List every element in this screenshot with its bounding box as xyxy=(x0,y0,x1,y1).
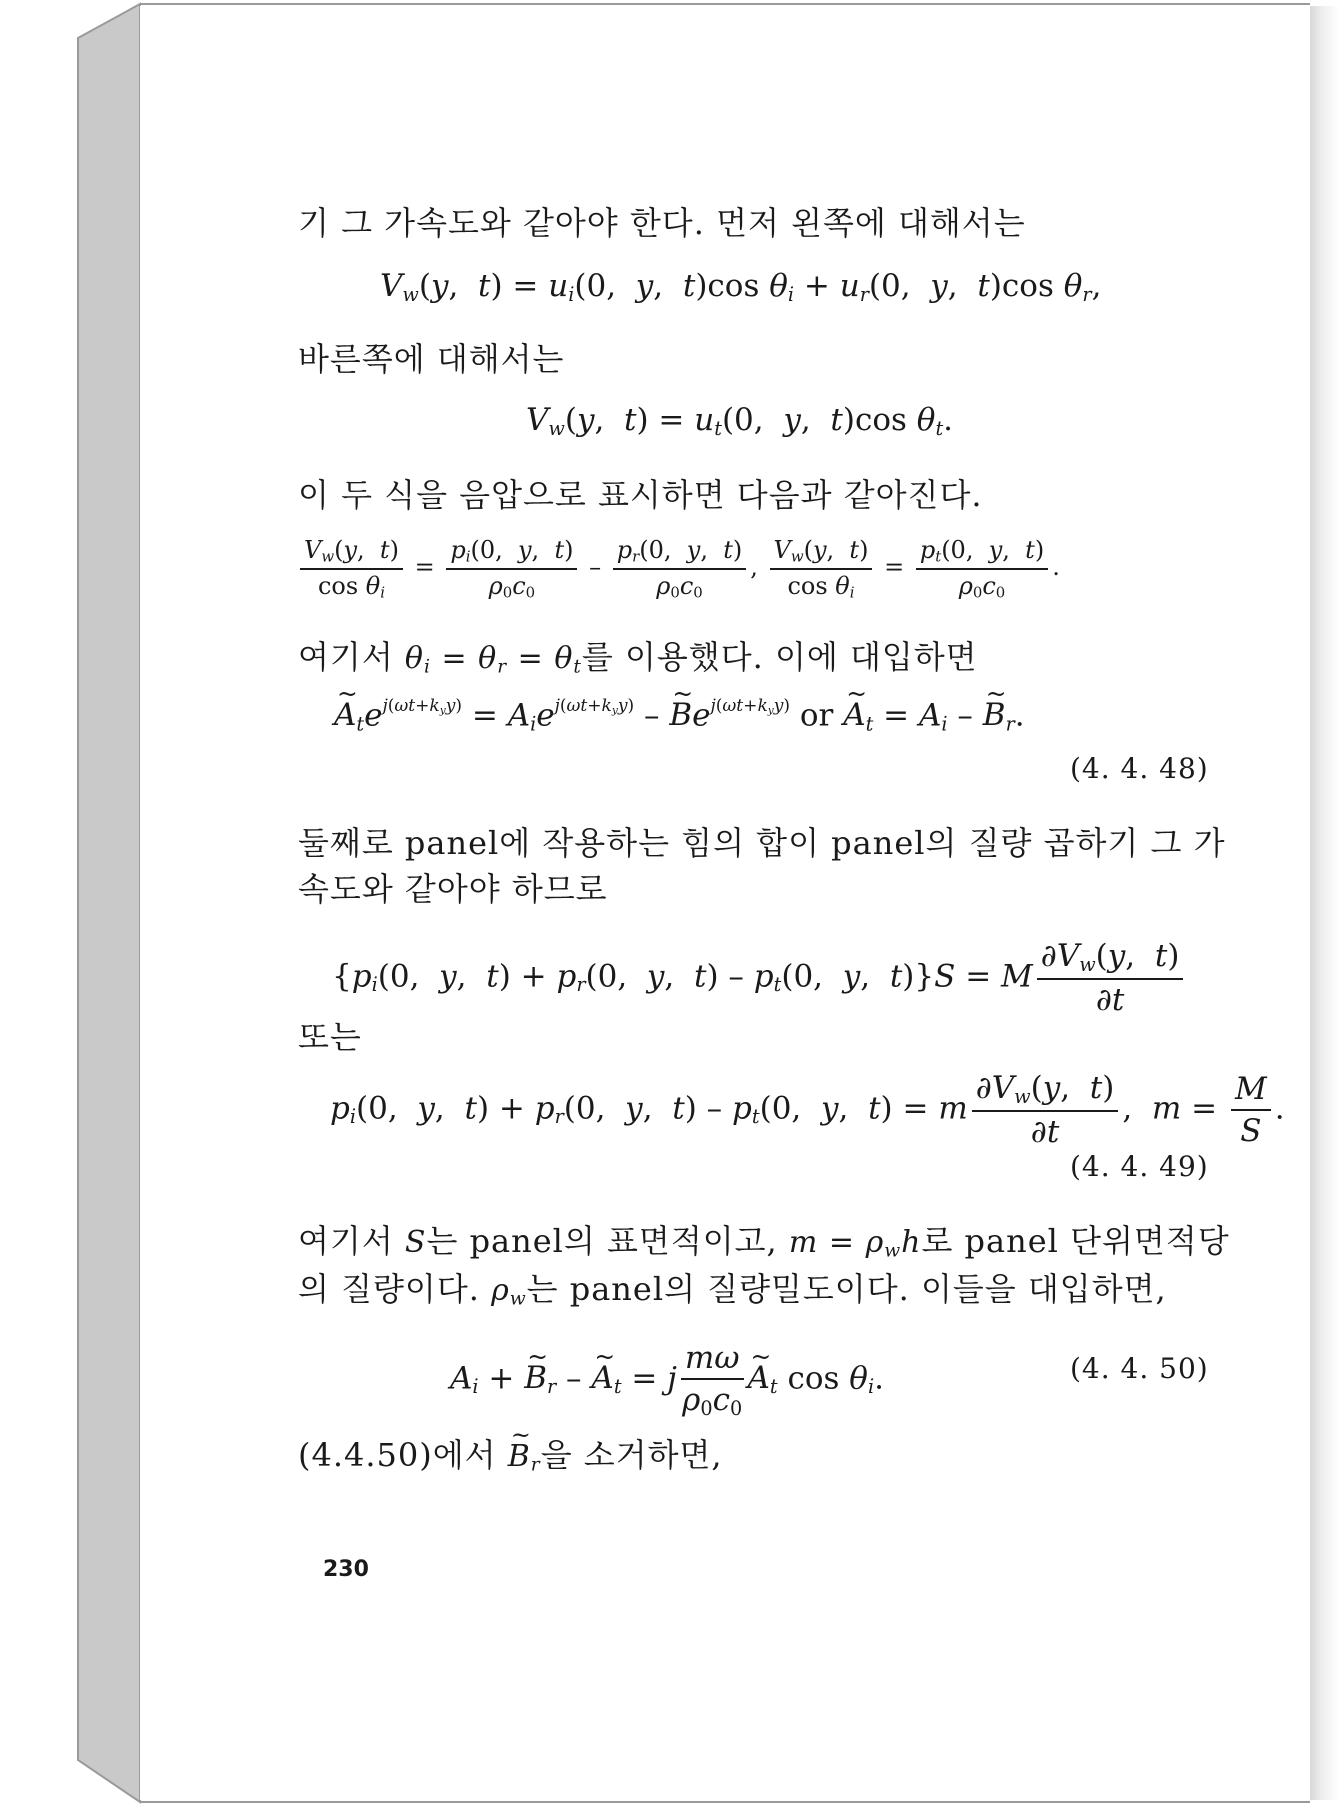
page-number: 230 xyxy=(323,1557,369,1582)
equation-amplitude-relation: ~ $A_te^{j(\omega t+k_yy)} = A_ie^{j(\omega t+k_yy)}$ – ~ $Be^{j(\omega t+k_yy)}$ or ~ $A_t = A_i$ – ~ $B_r$. xyxy=(334,696,1025,735)
page-edge-shadow xyxy=(1310,6,1339,1800)
paragraph-or: 또는 xyxy=(298,1018,362,1056)
equation-left-velocity: $V_w(y$, $t) = u_i(0$, y, t)cos $\theta_i + u_r(0$, y, t)cos $\theta_r$, xyxy=(380,268,1102,306)
paragraph-pressure: 이 두 식을 음압으로 표시하면 다음과 같아진다. xyxy=(298,476,983,514)
paragraph-force-line2: 속도와 같아야 하므로 xyxy=(298,870,608,908)
equation-force-per-area: $p_i(0$, y, $t) + p_r(0$, y, $t) - p_t(0$, y, t) = m $\frac{\partial V_w(y, t)}{\partial t}$ , m = $\frac{M}{S}$ . xyxy=(330,1070,1285,1150)
paragraph-surface-line2: 의 질량이다. $\rho_w$는 panel의 질량밀도이다. 이들을 대입하면, xyxy=(298,1270,1167,1310)
paragraph-right-side: 바른쪽에 대해서는 xyxy=(298,340,565,378)
paragraph-eliminate: (4.4.50)에서 ~ $B_r$을 소거하면, xyxy=(298,1430,723,1476)
equation-number-49: (4. 4. 49) xyxy=(1070,1150,1209,1183)
equation-number-50: (4. 4. 50) xyxy=(1070,1352,1209,1385)
paragraph-intro: 기 그 가속도와 같아야 한다. 먼저 왼쪽에 대해서는 xyxy=(298,204,1026,242)
equation-right-velocity: $V_w(y$, $t) = u_t(0$, y, t)cos $\theta_t$. xyxy=(526,402,954,440)
equation-pressure-ratio: $\frac{V_w(y, t)}{\cos \theta_i}$ = $\frac{p_i(0, y, t)}{\rho_0c_0}$ – $\frac{p_r(0, y, t)}{\rho_0c_0}$ , $\frac{V_w(y, t)}{\cos \theta_i}$ = $\frac{p_t(0, y, t)}{\rho_0c_0}$ . xyxy=(296,536,1060,601)
paragraph-surface-line1: 여기서 S는 panel의 표면적이고, $m = \rho_wh$로 panel 단위면적당 xyxy=(298,1222,1230,1262)
equation-number-48: (4. 4. 48) xyxy=(1070,752,1209,785)
paragraph-force-line1: 둘째로 panel에 작용하는 힘의 합이 panel의 질량 곱하기 그 가 xyxy=(298,824,1226,862)
paragraph-angle-equality: 여기서 $\theta_i = \theta_r = \theta_t$를 이용했다. 이에 대입하면 xyxy=(298,638,978,678)
equation-amplitude-impedance: $A_i$ + ~ $B_r$ – ~ $A_t = j$ $\frac{m\omega}{\rho_0c_0}$ ~ $A_t$ $\cos \theta_i$. xyxy=(450,1340,884,1420)
equation-force-balance: {$p_i(0$, y, $t) + p_r(0$, y, $t) - p_t(0$, y, t)}S = M $\frac{\partial V_w(y, t)}{\partial t}$ xyxy=(332,938,1187,1018)
